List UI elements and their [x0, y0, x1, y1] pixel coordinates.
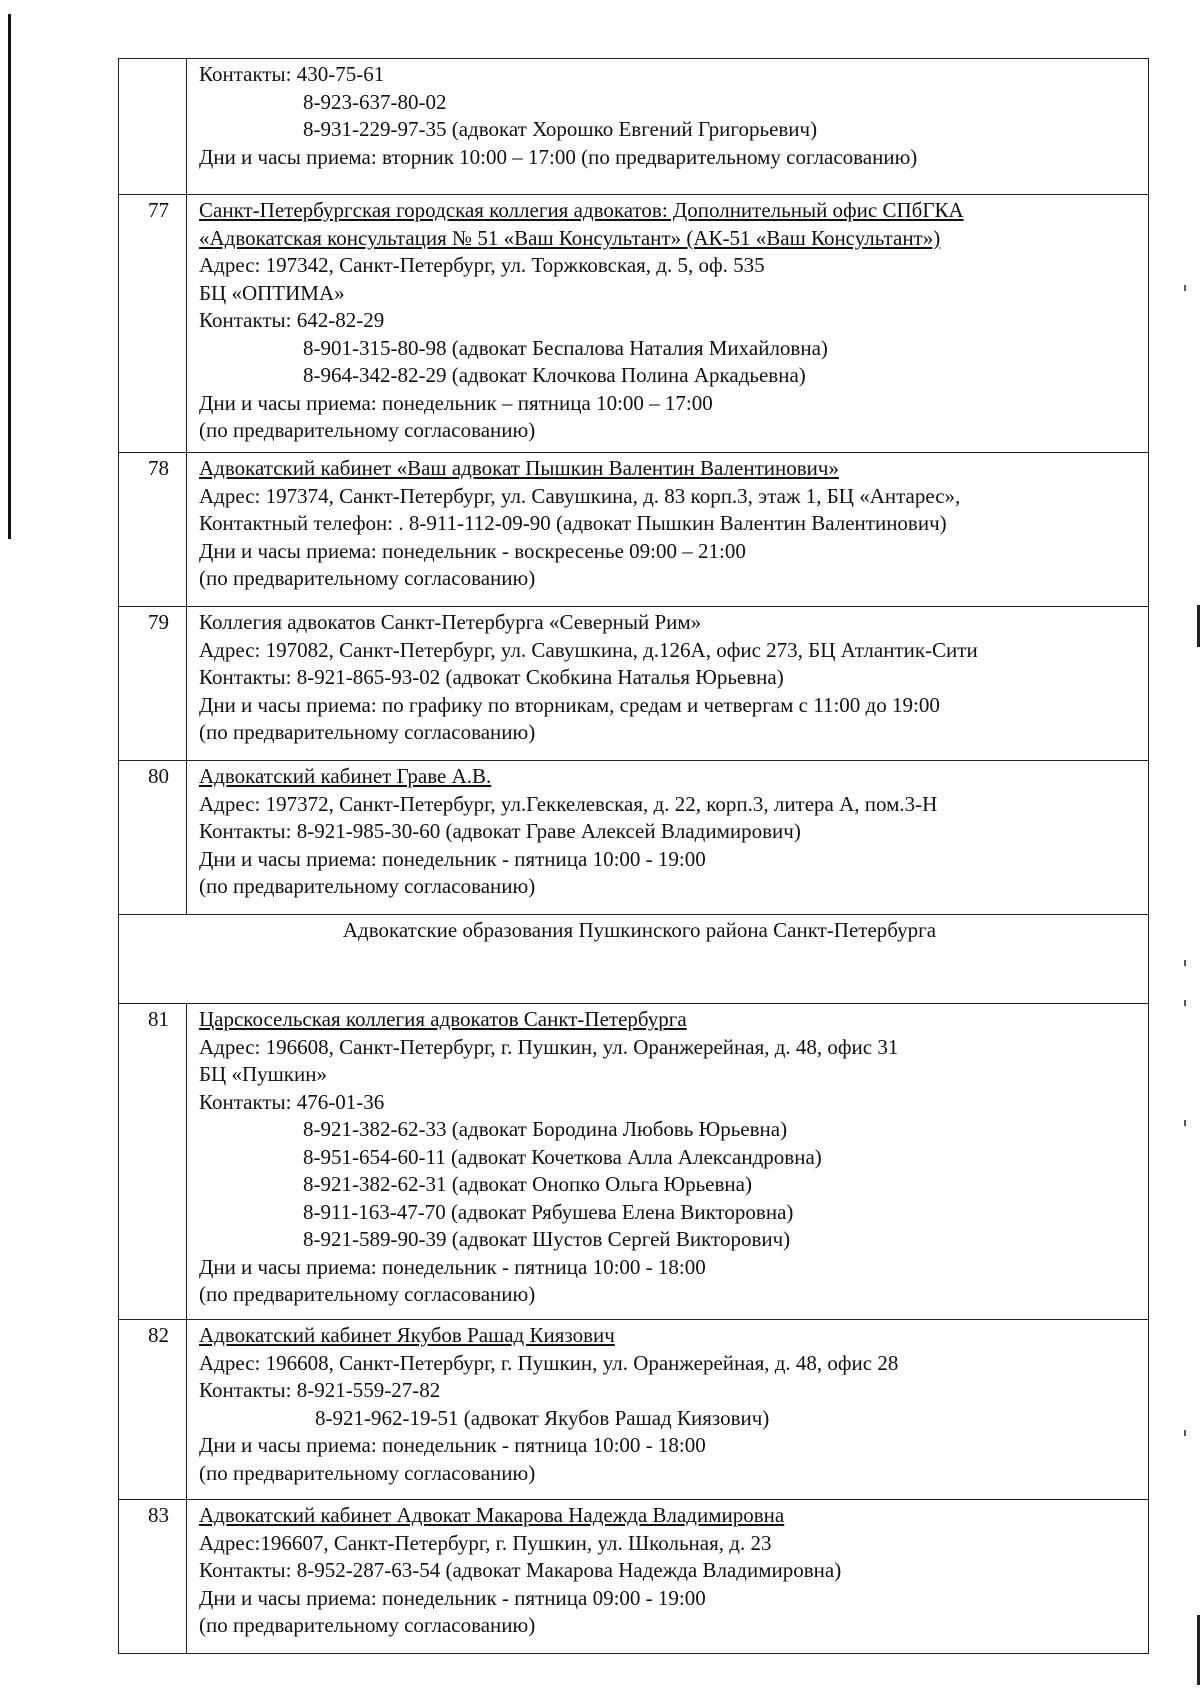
- phone-line: 8-911-163-47-70 (адвокат Рябушева Елена Викторовна): [303, 1199, 794, 1224]
- row-number: 83: [119, 1500, 187, 1654]
- contacts-line: Контакты: 642-82-29: [199, 308, 385, 332]
- table-row: [119, 1500, 1149, 1654]
- organization-name: Коллегия адвокатов Санкт-Петербурга «Северный Рим»: [199, 610, 702, 634]
- row-number: 78: [119, 453, 187, 607]
- phone-line: 8-921-382-62-33 (адвокат Бородина Любовь Юрьевна): [303, 1117, 788, 1141]
- address-line: БЦ «Пушкин»: [199, 1062, 327, 1086]
- organization-name: Адвокатский кабинет Адвокат Макарова Надежда Владимировна: [199, 1503, 785, 1527]
- hours-line: Дни и часы приема: понедельник - воскресенье 09:00 – 21:00: [199, 538, 746, 563]
- address-line: Адрес: 197372, Санкт-Петербург, ул.Геккелевская, д. 22, корп.3, литера А, пом.3-Н: [199, 791, 938, 816]
- contacts-line: Контакты: 8-921-559-27-82: [199, 1378, 441, 1402]
- scan-speck: [1184, 1430, 1186, 1436]
- row-number: 77: [119, 195, 187, 453]
- organization-name: Санкт-Петербургская городская коллегия адвокатов: Дополнительный офис СПбГКА: [199, 198, 964, 222]
- hours-line: Дни и часы приема: понедельник – пятница 10:00 – 17:00: [199, 390, 713, 415]
- lawyers-directory-table: [118, 58, 1149, 1654]
- address-line: Адрес: 196608, Санкт-Петербург, г. Пушкин, ул. Оранжерейная, д. 48, офис 28: [199, 1350, 899, 1375]
- contacts-line: Контакты: 430-75-61: [199, 62, 385, 86]
- table-row: [119, 761, 1149, 915]
- row-details: [187, 761, 1149, 915]
- contacts-line: Контакты: 8-921-985-30-60 (адвокат Граве Алексей Владимирович): [199, 819, 801, 843]
- hours-line: Дни и часы приема: понедельник - пятница 10:00 - 18:00: [199, 1254, 706, 1279]
- hours-line: Дни и часы приема: по графику по вторникам, средам и четвергам с 11:00 до 19:00: [199, 692, 940, 717]
- section-header-row: [119, 915, 1149, 1004]
- row-details: [187, 59, 1149, 195]
- phone-line: 8-921-589-90-39 (адвокат Шустов Сергей Викторович): [303, 1227, 791, 1251]
- row-number: 80: [119, 761, 187, 915]
- phone-line: 8-964-342-82-29 (адвокат Клочкова Полина Аркадьевна): [303, 363, 806, 387]
- organization-name: «Адвокатская консультация № 51 «Ваш Консультант» (АК-51 «Ваш Консультант»): [199, 225, 941, 250]
- hours-note: (по предварительному согласованию): [199, 1460, 536, 1485]
- hours-note: (по предварительному согласованию): [199, 418, 536, 442]
- scan-edge-mark-left: [8, 14, 11, 539]
- row-details: [187, 1320, 1149, 1500]
- address-line: Адрес:196607, Санкт-Петербург, г. Пушкин, ул. Школьная, д. 23: [199, 1530, 772, 1555]
- row-number: [119, 59, 187, 195]
- address-line: Адрес: 197374, Санкт-Петербург, ул. Савушкина, д. 83 корп.3, этаж 1, БЦ «Антарес»,: [199, 483, 961, 508]
- organization-name: Адвокатский кабинет «Ваш адвокат Пышкин Валентин Валентинович»: [199, 456, 839, 480]
- row-details: [187, 607, 1149, 761]
- phone-line: 8-951-654-60-11 (адвокат Кочеткова Алла Александровна): [303, 1144, 822, 1169]
- organization-name: Царскосельская коллегия адвокатов Санкт-Петербурга: [199, 1007, 687, 1031]
- row-number: 81: [119, 1004, 187, 1320]
- contacts-line: Контакты: 8-921-865-93-02 (адвокат Скобкина Наталья Юрьевна): [199, 665, 784, 689]
- table-row: [119, 453, 1149, 607]
- hours-note: (по предварительному согласованию): [199, 1282, 536, 1306]
- phone-line: 8-923-637-80-02: [303, 89, 447, 114]
- address-line: БЦ «ОПТИМА»: [199, 280, 345, 305]
- scan-speck: [1184, 1000, 1186, 1006]
- contacts-line: Контактный телефон: . 8-911-112-09-90 (адвокат Пышкин Валентин Валентинович): [199, 511, 947, 535]
- hours-line: Дни и часы приема: понедельник - пятница 10:00 - 19:00: [199, 846, 706, 871]
- address-line: Адрес: 196608, Санкт-Петербург, г. Пушкин, ул. Оранжерейная, д. 48, офис 31: [199, 1034, 899, 1059]
- hours-line: Дни и часы приема: понедельник - пятница 10:00 - 18:00: [199, 1433, 706, 1457]
- address-line: Адрес: 197082, Санкт-Петербург, ул. Савушкина, д.126А, офис 273, БЦ Атлантик-Сити: [199, 637, 978, 662]
- scan-speck: [1184, 960, 1186, 966]
- row-details: [187, 1500, 1149, 1654]
- hours-note: (по предварительному согласованию): [199, 566, 536, 590]
- phone-line: 8-931-229-97-35 (адвокат Хорошко Евгений Григорьевич): [303, 117, 818, 141]
- table-row: [119, 607, 1149, 761]
- row-number: 79: [119, 607, 187, 761]
- address-line: Адрес: 197342, Санкт-Петербург, ул. Торжковская, д. 5, оф. 535: [199, 253, 765, 277]
- contacts-line: Контакты: 8-952-287-63-54 (адвокат Макарова Надежда Владимировна): [199, 1558, 842, 1582]
- organization-name: Адвокатский кабинет Якубов Рашад Киязович: [199, 1323, 615, 1347]
- table-row: [119, 1320, 1149, 1500]
- phone-line: 8-921-382-62-31 (адвокат Онопко Ольга Юрьевна): [303, 1172, 752, 1196]
- organization-name: Адвокатский кабинет Граве А.В.: [199, 764, 492, 788]
- phone-line: 8-901-315-80-98 (адвокат Беспалова Наталия Михайловна): [303, 335, 828, 360]
- contacts-line: Контакты: 476-01-36: [199, 1089, 385, 1114]
- hours-note: (по предварительному согласованию): [199, 720, 536, 744]
- row-number: 82: [119, 1320, 187, 1500]
- scan-speck: [1184, 1120, 1186, 1126]
- table-row: [119, 59, 1149, 195]
- row-details: [187, 453, 1149, 607]
- table-row: [119, 195, 1149, 453]
- section-title: Адвокатские образования Пушкинского района Санкт-Петербурга: [119, 915, 1149, 1004]
- row-details: [187, 195, 1149, 453]
- hours-line: Дни и часы приема: вторник 10:00 – 17:00 (по предварительному согласованию): [199, 144, 918, 169]
- table-row: [119, 1004, 1149, 1320]
- row-details: [187, 1004, 1149, 1320]
- hours-note: (по предварительному согласованию): [199, 874, 536, 898]
- phone-line: 8-921-962-19-51 (адвокат Якубов Рашад Киязович): [315, 1405, 770, 1430]
- hours-note: (по предварительному согласованию): [199, 1613, 536, 1637]
- scan-speck: [1184, 285, 1186, 291]
- hours-line: Дни и часы приема: понедельник - пятница 09:00 - 19:00: [199, 1585, 706, 1610]
